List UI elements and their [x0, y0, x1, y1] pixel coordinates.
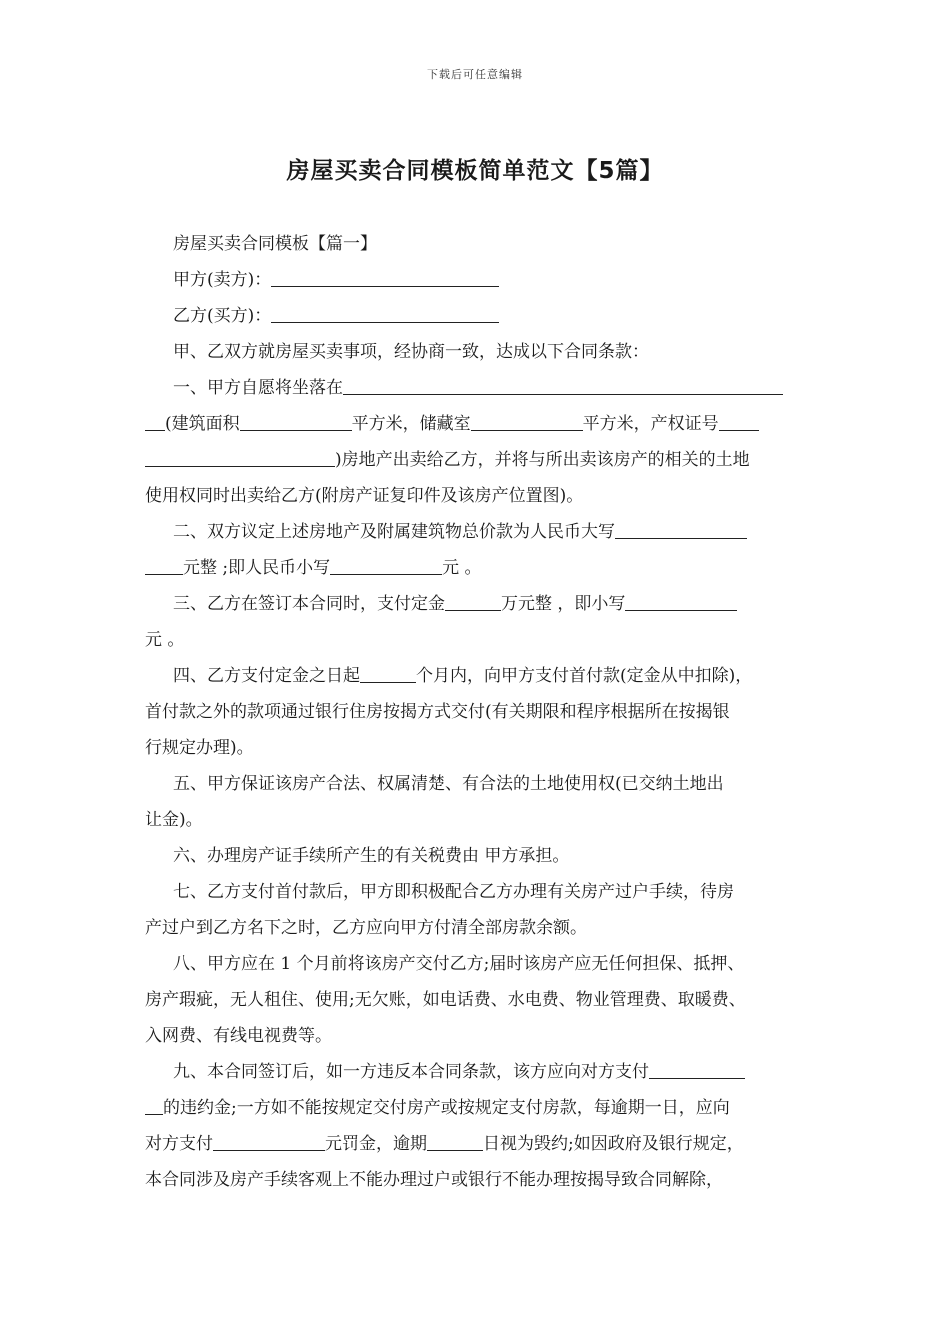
- clause-4-line-1: [145, 658, 807, 694]
- penalty-blank: [649, 1058, 745, 1079]
- clause-8-line-2: [145, 982, 807, 1018]
- clause-7-line-2: [145, 910, 807, 946]
- overdue-days-blank: [427, 1130, 483, 1151]
- clause-8-text: 八、甲方应在 1 个月前将该房产交付乙方;届时该房产应无任何担保、抵押、: [173, 954, 745, 974]
- clause-6-text: 六、办理房产证手续所产生的有关税费由 甲方承担。: [173, 846, 570, 866]
- clause-1-text-end: 使用权同时出卖给乙方(附房产证复印件及该房产位置图)。: [145, 486, 584, 506]
- clause-9-text: 九、本合同签订后，如一方违反本合同条款，该方应向对方支付: [173, 1062, 649, 1082]
- price-figure-blank: [330, 554, 442, 575]
- clause-6: [145, 838, 807, 874]
- clause-3-line-1: [145, 586, 807, 622]
- clause-8-text-2: 房产瑕疵，无人租住、使用;无欠账，如电话费、水电费、物业管理费、取暖费、: [145, 990, 746, 1010]
- clause-2-text: 二、双方议定上述房地产及附属建筑物总价款为人民币大写: [173, 522, 615, 542]
- clause-1-line-3: [145, 442, 807, 478]
- intro-text: 甲、乙双方就房屋买卖事项，经协商一致，达成以下合同条款：: [173, 342, 649, 362]
- clause-5-text-cont: 让金)。: [145, 810, 203, 830]
- clause-8-text-3: 入网费、有线电视费等。: [145, 1026, 332, 1046]
- fine-label: 对方支付: [145, 1134, 213, 1154]
- clause-8-line-1: [145, 946, 807, 982]
- area-label: (建筑面积: [165, 414, 240, 434]
- price-unit: 元 。: [442, 558, 482, 578]
- deposit-figure-label: 万元整 ，即小写: [501, 594, 626, 614]
- months-blank: [360, 662, 416, 683]
- clause-9-line-4: [145, 1162, 807, 1198]
- area-blank: [240, 410, 352, 431]
- certificate-label: 平方米，产权证号: [582, 414, 719, 434]
- clause-4-line-2: [145, 694, 807, 730]
- certificate-blank-cont: [145, 446, 335, 467]
- clause-9-line-3: [145, 1126, 807, 1162]
- location-blank: [343, 374, 783, 395]
- intro-paragraph: [145, 334, 807, 370]
- party-a-blank: [271, 266, 499, 287]
- party-a-label: 甲方(卖方)：: [173, 270, 272, 290]
- clause-9-line-2: [145, 1090, 807, 1126]
- clause-4-text-3: 行规定办理)。: [145, 738, 254, 758]
- location-blank-cont: [145, 410, 165, 431]
- clause-4-text-cont: 个月内，向甲方支付首付款(定金从中扣除)，: [416, 666, 753, 686]
- storage-label: 平方米，储藏室: [351, 414, 471, 434]
- clause-8-line-3: [145, 1018, 807, 1054]
- clause-1-line-2: [145, 406, 807, 442]
- deposit-figure-blank: [625, 590, 737, 611]
- document-title: 房屋买卖合同模板简单范文【5篇】: [286, 158, 664, 184]
- price-words-blank: [615, 518, 747, 539]
- fine-blank: [213, 1130, 325, 1151]
- clause-1-text-cont: )房地产出卖给乙方，并将与所出卖该房产的相关的土地: [335, 450, 750, 470]
- clause-2-line-1: [145, 514, 807, 550]
- clause-9-text-3: 日视为毁约;如因政府及银行规定，: [483, 1134, 744, 1154]
- clause-7-text-cont: 产过户到乙方名下之时，乙方应向甲方付清全部房款余额。: [145, 918, 587, 938]
- section-heading: [145, 226, 807, 262]
- deposit-unit: 元 。: [145, 630, 185, 650]
- clause-1-line-4: [145, 478, 807, 514]
- penalty-blank-cont: [145, 1094, 163, 1115]
- party-b-line: [145, 298, 807, 334]
- certificate-blank: [719, 410, 759, 431]
- clause-5-line-2: [145, 802, 807, 838]
- storage-blank: [471, 410, 583, 431]
- clause-5-text: 五、甲方保证该房产合法、权属清楚、有合法的土地使用权(已交纳土地出: [173, 774, 724, 794]
- clause-4-line-3: [145, 730, 807, 766]
- party-b-label: 乙方(买方)：: [173, 306, 272, 326]
- clause-9-line-1: [145, 1054, 807, 1090]
- clause-9-text-4: 本合同涉及房产手续客观上不能办理过户或银行不能办理按揭导致合同解除，: [145, 1170, 723, 1190]
- party-b-blank: [271, 302, 499, 323]
- section-heading-text: 房屋买卖合同模板【篇一】: [173, 234, 377, 254]
- clause-2-line-2: [145, 550, 807, 586]
- price-figure-label: 元整 ;即人民币小写: [183, 558, 331, 578]
- clause-3-line-2: [145, 622, 807, 658]
- clause-4-text-2: 首付款之外的款项通过银行住房按揭方式交付(有关期限和程序根据所在按揭银: [145, 702, 730, 722]
- clause-9-text-2: 的违约金;一方如不能按规定交付房产或按规定支付房款，每逾期一日，应向: [163, 1098, 730, 1118]
- clause-3-text: 三、乙方在签订本合同时，支付定金: [173, 594, 445, 614]
- clause-1-line-1: [145, 370, 807, 406]
- header-note: 下载后可任意编辑: [427, 68, 523, 81]
- clause-4-text: 四、乙方支付定金之日起: [173, 666, 360, 686]
- document-body: [145, 226, 807, 1198]
- clause-7-line-1: [145, 874, 807, 910]
- overdue-label: 元罚金，逾期: [325, 1134, 427, 1154]
- deposit-blank: [445, 590, 501, 611]
- clause-7-text: 七、乙方支付首付款后，甲方即积极配合乙方办理有关房产过户手续，待房: [173, 882, 734, 902]
- clause-5-line-1: [145, 766, 807, 802]
- party-a-line: [145, 262, 807, 298]
- price-words-blank-cont: [145, 554, 183, 575]
- clause-1-text: 一、甲方自愿将坐落在: [173, 378, 343, 398]
